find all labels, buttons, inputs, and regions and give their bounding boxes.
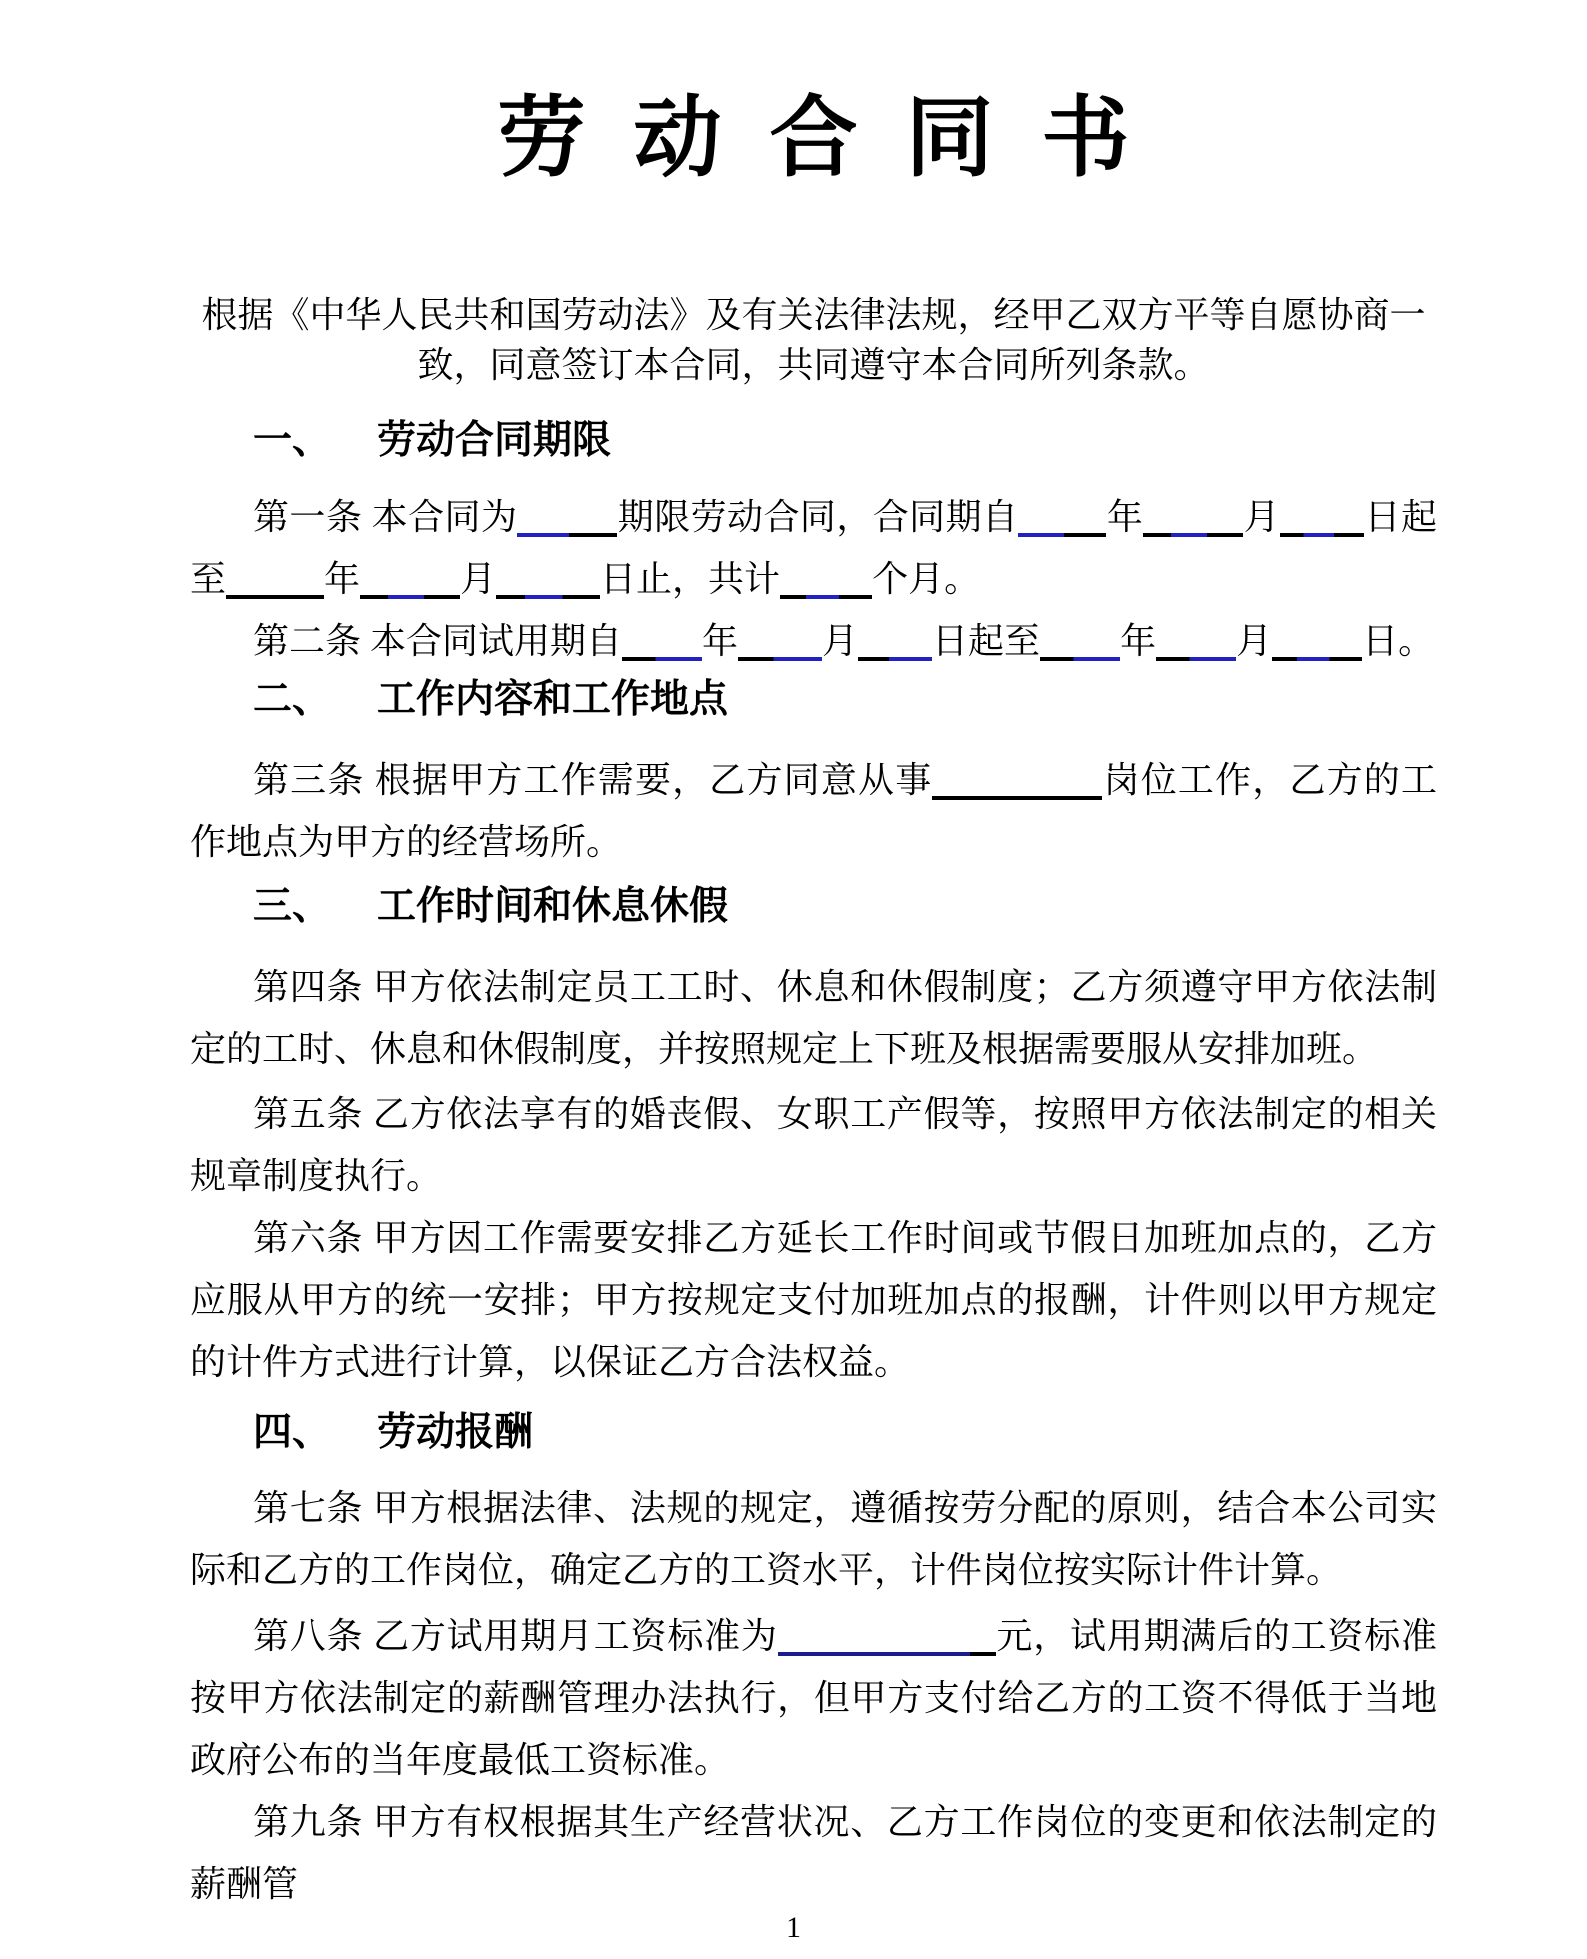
blank-field: [932, 766, 1102, 800]
text-run: 日起至: [932, 621, 1041, 661]
heading-number: 四、: [253, 1411, 332, 1454]
text-run: 日。: [1362, 621, 1435, 661]
clause-5: [190, 1083, 1437, 1207]
heading-number: 三、: [253, 885, 332, 928]
clause-8: [190, 1605, 1437, 1791]
text-run: 年: [702, 621, 739, 661]
blank-field: [780, 565, 872, 599]
text-run: 日起至: [190, 497, 1437, 599]
blank-field: [360, 565, 460, 599]
text-run: 第五条 乙方依法享有的婚丧假、女职工产假等，按照甲方依法制定的相关规章制度执行。: [190, 1094, 1437, 1196]
intro-paragraph: [190, 290, 1437, 390]
heading-number: 二、: [253, 678, 332, 721]
text-run: 年: [324, 559, 361, 599]
text-run: 岗位工作，乙方的工作地点为甲方的经营场所。: [190, 760, 1437, 862]
text-run: 月: [822, 621, 859, 661]
text-run: 月: [460, 559, 497, 599]
text-run: 元，试用期满后的工资标准按甲方依法制定的薪酬管理办法执行，但甲方支付给乙方的工资不得低于当地政府公布的当年度最低工资标准。: [190, 1616, 1437, 1780]
blank-field: [778, 1622, 996, 1656]
text-run: 个月。: [872, 559, 981, 599]
text-run: 第九条 甲方有权根据其生产经营状况、乙方工作岗位的变更和依法制定的薪酬管: [190, 1802, 1437, 1904]
blank-field: [1280, 503, 1364, 537]
text-run: 第七条 甲方根据法律、法规的规定，遵循按劳分配的原则，结合本公司实际和乙方的工作岗位，确定乙方的工资水平，计件岗位按实际计件计算。: [190, 1488, 1437, 1590]
heading-title: 工作内容和工作地点: [377, 678, 729, 721]
blank-field: [1156, 627, 1236, 661]
text-run: 期限劳动合同，合同期自: [617, 497, 1019, 537]
blank-field: [1143, 503, 1243, 537]
document-title: 劳动合同书: [497, 91, 1178, 188]
blank-field: [858, 627, 932, 661]
blank-field: [226, 565, 324, 599]
text-run: 年: [1106, 497, 1144, 537]
blank-field: [517, 503, 617, 537]
heading-title: 劳动报酬: [377, 1411, 534, 1454]
heading-title: 工作时间和休息休假: [377, 885, 729, 928]
text-run: 第六条 甲方因工作需要安排乙方延长工作时间或节假日加班加点的，乙方应服从甲方的统一安排；甲方按规定支付加班加点的报酬，计件则以甲方规定的计件方式进行计算，以保证乙方合法权益。: [190, 1218, 1437, 1382]
clause-7: [190, 1477, 1437, 1601]
heading-number: 一、: [253, 419, 332, 462]
section-4-heading: [190, 1405, 1437, 1461]
intro-line-2: 致，同意签订本合同，共同遵守本合同所列条款。: [417, 345, 1210, 385]
blank-field: [622, 627, 702, 661]
section-3-heading: [190, 879, 1437, 935]
document-content: [0, 92, 1587, 1915]
text-run: 第二条 本合同试用期自: [253, 621, 623, 661]
clause-3: [190, 749, 1437, 873]
text-run: 第四条 甲方依法制定员工工时、休息和休假制度；乙方须遵守甲方依法制定的工时、休息和休假制度，并按照规定上下班及根据需要服从安排加班。: [190, 967, 1437, 1069]
clause-2: [190, 610, 1437, 672]
clause-9: [190, 1791, 1437, 1915]
clause-6: [190, 1207, 1437, 1393]
page-number: 1: [786, 1911, 801, 1944]
document-body: [190, 413, 1437, 1915]
text-run: 年: [1120, 621, 1157, 661]
clause-1: [190, 486, 1437, 610]
text-run: 日止，共计: [600, 559, 781, 599]
text-run: 月: [1236, 621, 1273, 661]
text-run: 第一条 本合同为: [253, 497, 518, 537]
section-1-heading: [190, 413, 1437, 469]
text-run: 第三条 根据甲方工作需要，乙方同意从事: [253, 760, 933, 800]
blank-field: [738, 627, 822, 661]
heading-title: 劳动合同期限: [377, 419, 612, 462]
intro-line-1: 根据《中华人民共和国劳动法》及有关法律法规，经甲乙双方平等自愿协商一: [201, 295, 1426, 335]
blank-field: [1272, 627, 1362, 661]
blank-field: [1018, 503, 1106, 537]
blank-field: [496, 565, 600, 599]
text-run: 第八条 乙方试用期月工资标准为: [253, 1616, 778, 1656]
clause-4: [190, 956, 1437, 1080]
section-2-heading: [190, 672, 1437, 728]
blank-field: [1040, 627, 1120, 661]
text-run: 月: [1243, 497, 1281, 537]
